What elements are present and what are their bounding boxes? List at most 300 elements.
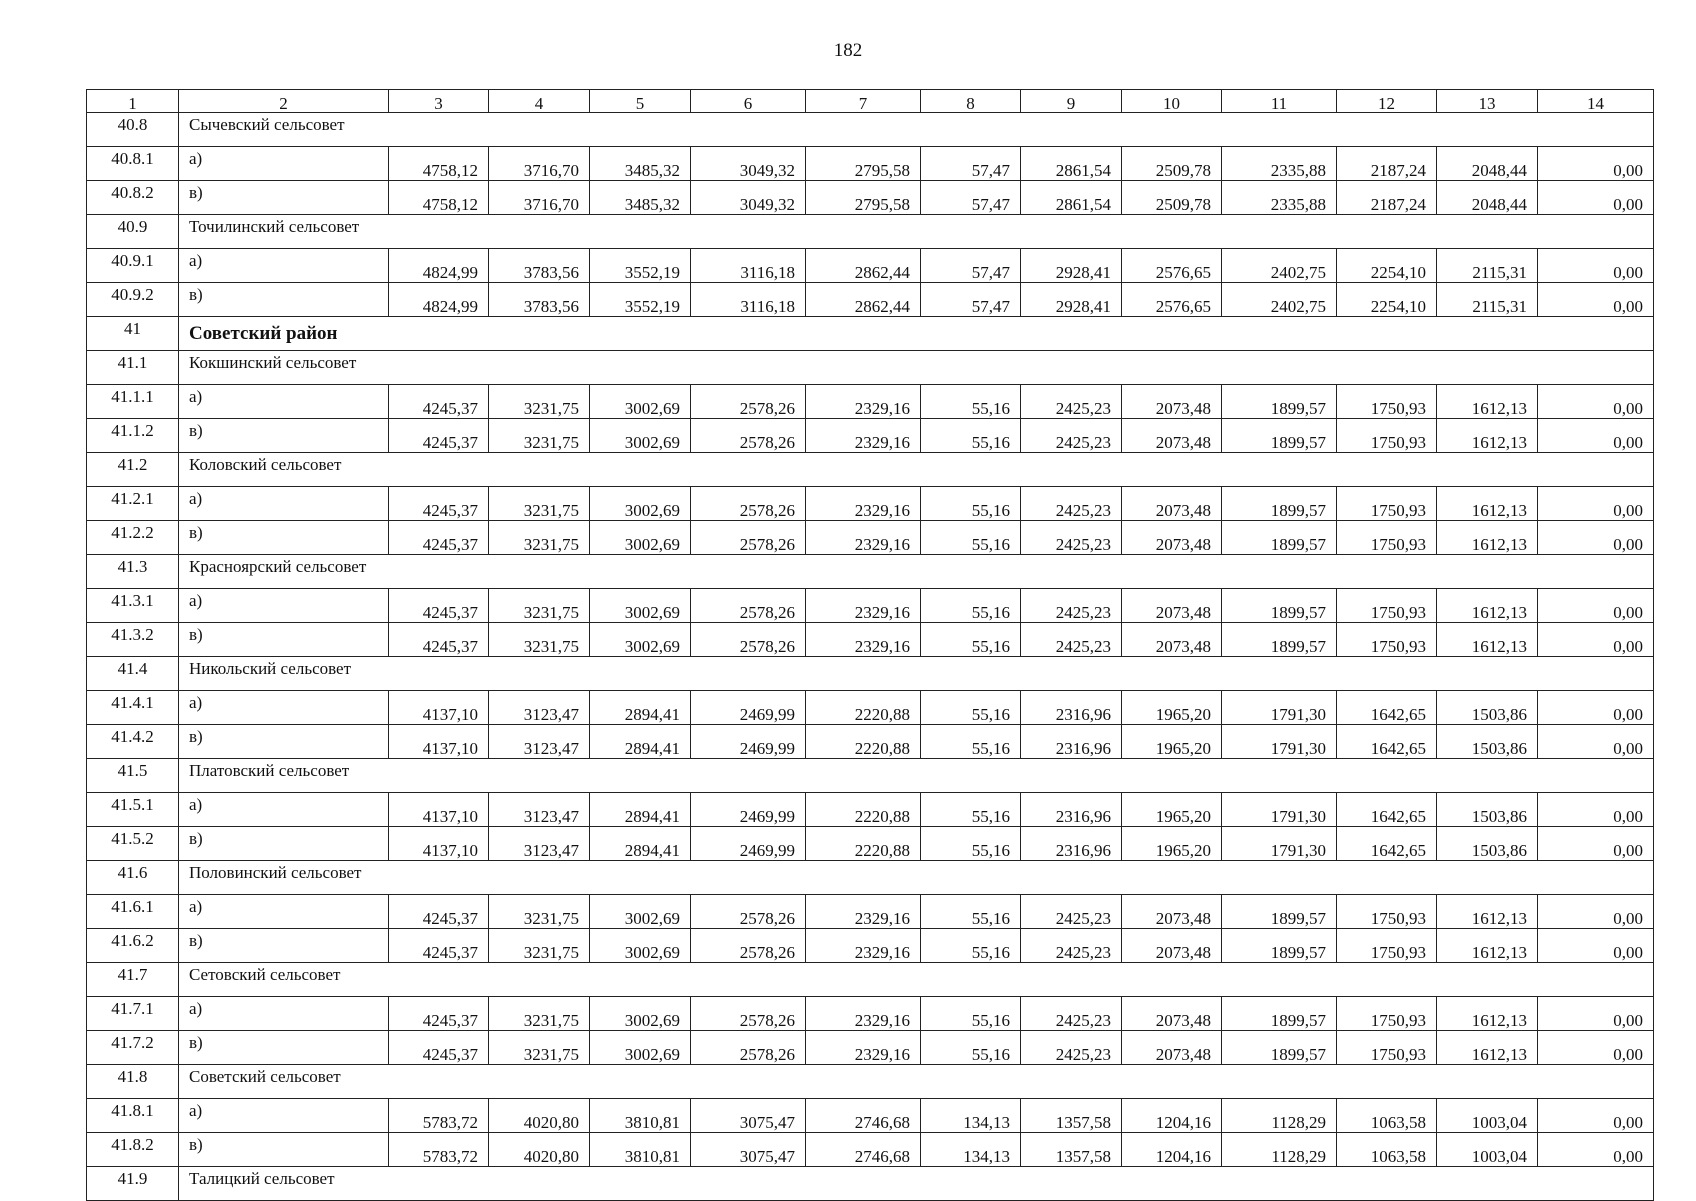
value-cell-col-6: 2469,99 xyxy=(691,691,806,725)
value-cell-col-9: 2425,23 xyxy=(1021,895,1122,929)
value-cell-col-14: 0,00 xyxy=(1538,725,1654,759)
value-cell-col-7: 2329,16 xyxy=(806,929,921,963)
value-cell-col-13: 1503,86 xyxy=(1437,725,1538,759)
row-number: 41.2 xyxy=(87,453,179,487)
value-cell-col-12: 1063,58 xyxy=(1337,1133,1437,1167)
value-cell-col-5: 3002,69 xyxy=(590,487,691,521)
value-cell-col-8: 55,16 xyxy=(921,895,1021,929)
value-cell-col-9: 2425,23 xyxy=(1021,1031,1122,1065)
value-cell-col-12: 1750,93 xyxy=(1337,997,1437,1031)
value-cell-col-8: 55,16 xyxy=(921,793,1021,827)
value-cell-col-6: 2578,26 xyxy=(691,895,806,929)
value-cell-col-11: 2335,88 xyxy=(1222,181,1337,215)
value-cell-col-5: 3002,69 xyxy=(590,521,691,555)
section-row xyxy=(87,215,1654,249)
table-row xyxy=(87,725,1654,759)
row-number: 41.4.1 xyxy=(87,691,179,725)
value-cell-col-12: 1750,93 xyxy=(1337,895,1437,929)
value-cell-col-6: 3049,32 xyxy=(691,147,806,181)
value-cell-col-14: 0,00 xyxy=(1538,997,1654,1031)
value-cell-col-12: 1750,93 xyxy=(1337,589,1437,623)
value-cell-col-5: 3002,69 xyxy=(590,419,691,453)
value-cell-col-4: 4020,80 xyxy=(489,1099,590,1133)
value-cell-col-5: 3002,69 xyxy=(590,1031,691,1065)
value-cell-col-12: 2254,10 xyxy=(1337,249,1437,283)
value-cell-col-12: 1750,93 xyxy=(1337,419,1437,453)
tariff-table xyxy=(86,89,1654,1201)
value-cell-col-10: 2509,78 xyxy=(1122,147,1222,181)
value-cell-col-10: 1204,16 xyxy=(1122,1133,1222,1167)
value-cell-col-3: 4245,37 xyxy=(389,385,489,419)
value-cell-col-11: 1791,30 xyxy=(1222,691,1337,725)
value-cell-col-3: 4245,37 xyxy=(389,521,489,555)
value-cell-col-14: 0,00 xyxy=(1538,623,1654,657)
row-label: а) xyxy=(179,691,389,725)
column-header-9: 9 xyxy=(1021,90,1122,113)
value-cell-col-7: 2329,16 xyxy=(806,385,921,419)
value-cell-col-3: 4758,12 xyxy=(389,181,489,215)
value-cell-col-5: 3002,69 xyxy=(590,385,691,419)
value-cell-col-10: 2073,48 xyxy=(1122,1031,1222,1065)
table-row xyxy=(87,147,1654,181)
value-cell-col-3: 4824,99 xyxy=(389,249,489,283)
value-cell-col-7: 2746,68 xyxy=(806,1133,921,1167)
value-cell-col-4: 3123,47 xyxy=(489,827,590,861)
value-cell-col-12: 1642,65 xyxy=(1337,691,1437,725)
table-row xyxy=(87,181,1654,215)
value-cell-col-7: 2329,16 xyxy=(806,589,921,623)
column-header-10: 10 xyxy=(1122,90,1222,113)
value-cell-col-5: 2894,41 xyxy=(590,827,691,861)
value-cell-col-12: 1063,58 xyxy=(1337,1099,1437,1133)
header-row xyxy=(87,90,1654,113)
value-cell-col-14: 0,00 xyxy=(1538,691,1654,725)
value-cell-col-4: 3783,56 xyxy=(489,249,590,283)
value-cell-col-3: 4137,10 xyxy=(389,725,489,759)
row-label: а) xyxy=(179,1099,389,1133)
row-label: в) xyxy=(179,929,389,963)
value-cell-col-3: 5783,72 xyxy=(389,1099,489,1133)
section-name: Платовский сельсовет xyxy=(179,759,1654,793)
value-cell-col-8: 55,16 xyxy=(921,521,1021,555)
value-cell-col-8: 55,16 xyxy=(921,589,1021,623)
value-cell-col-9: 2425,23 xyxy=(1021,419,1122,453)
row-number: 41.1 xyxy=(87,351,179,385)
value-cell-col-7: 2329,16 xyxy=(806,521,921,555)
table-row xyxy=(87,521,1654,555)
value-cell-col-3: 4245,37 xyxy=(389,1031,489,1065)
row-number: 41.6.1 xyxy=(87,895,179,929)
value-cell-col-7: 2220,88 xyxy=(806,793,921,827)
value-cell-col-5: 3002,69 xyxy=(590,589,691,623)
section-name: Сычевский сельсовет xyxy=(179,113,1654,147)
section-row xyxy=(87,759,1654,793)
row-number: 41.7 xyxy=(87,963,179,997)
value-cell-col-12: 1642,65 xyxy=(1337,725,1437,759)
value-cell-col-3: 4137,10 xyxy=(389,691,489,725)
value-cell-col-7: 2329,16 xyxy=(806,487,921,521)
section-row xyxy=(87,555,1654,589)
row-number: 41.8 xyxy=(87,1065,179,1099)
value-cell-col-8: 57,47 xyxy=(921,283,1021,317)
value-cell-col-8: 55,16 xyxy=(921,827,1021,861)
value-cell-col-4: 3716,70 xyxy=(489,181,590,215)
value-cell-col-12: 1750,93 xyxy=(1337,385,1437,419)
value-cell-col-10: 1965,20 xyxy=(1122,793,1222,827)
value-cell-col-13: 1612,13 xyxy=(1437,1031,1538,1065)
district-row xyxy=(87,317,1654,351)
row-number: 40.9.1 xyxy=(87,249,179,283)
value-cell-col-10: 2509,78 xyxy=(1122,181,1222,215)
value-cell-col-10: 2073,48 xyxy=(1122,419,1222,453)
value-cell-col-7: 2329,16 xyxy=(806,997,921,1031)
value-cell-col-6: 2578,26 xyxy=(691,385,806,419)
row-number: 41.4 xyxy=(87,657,179,691)
row-number: 41.3.2 xyxy=(87,623,179,657)
row-label: а) xyxy=(179,147,389,181)
value-cell-col-11: 1899,57 xyxy=(1222,385,1337,419)
value-cell-col-13: 2115,31 xyxy=(1437,283,1538,317)
row-number: 41.6 xyxy=(87,861,179,895)
value-cell-col-9: 2425,23 xyxy=(1021,623,1122,657)
value-cell-col-13: 1612,13 xyxy=(1437,929,1538,963)
value-cell-col-6: 2578,26 xyxy=(691,623,806,657)
value-cell-col-6: 3116,18 xyxy=(691,249,806,283)
row-number: 41.8.1 xyxy=(87,1099,179,1133)
section-name: Половинский сельсовет xyxy=(179,861,1654,895)
section-row xyxy=(87,1065,1654,1099)
section-name: Никольский сельсовет xyxy=(179,657,1654,691)
value-cell-col-10: 2576,65 xyxy=(1122,283,1222,317)
value-cell-col-13: 2115,31 xyxy=(1437,249,1538,283)
value-cell-col-11: 2402,75 xyxy=(1222,283,1337,317)
row-number: 41.5.2 xyxy=(87,827,179,861)
value-cell-col-8: 134,13 xyxy=(921,1099,1021,1133)
value-cell-col-12: 2187,24 xyxy=(1337,147,1437,181)
value-cell-col-14: 0,00 xyxy=(1538,385,1654,419)
value-cell-col-11: 1128,29 xyxy=(1222,1099,1337,1133)
value-cell-col-3: 4245,37 xyxy=(389,487,489,521)
row-label: а) xyxy=(179,385,389,419)
value-cell-col-5: 3002,69 xyxy=(590,895,691,929)
value-cell-col-9: 2316,96 xyxy=(1021,725,1122,759)
value-cell-col-6: 2578,26 xyxy=(691,589,806,623)
value-cell-col-12: 1642,65 xyxy=(1337,827,1437,861)
table-row xyxy=(87,623,1654,657)
value-cell-col-5: 2894,41 xyxy=(590,691,691,725)
section-name: Кокшинский сельсовет xyxy=(179,351,1654,385)
row-label: в) xyxy=(179,1133,389,1167)
row-label: а) xyxy=(179,249,389,283)
section-name: Красноярский сельсовет xyxy=(179,555,1654,589)
value-cell-col-9: 2425,23 xyxy=(1021,589,1122,623)
value-cell-col-4: 3231,75 xyxy=(489,419,590,453)
value-cell-col-3: 4758,12 xyxy=(389,147,489,181)
value-cell-col-11: 1899,57 xyxy=(1222,521,1337,555)
value-cell-col-6: 2578,26 xyxy=(691,997,806,1031)
row-number: 40.8.2 xyxy=(87,181,179,215)
column-header-3: 3 xyxy=(389,90,489,113)
row-number: 41.2.1 xyxy=(87,487,179,521)
value-cell-col-3: 4245,37 xyxy=(389,589,489,623)
value-cell-col-14: 0,00 xyxy=(1538,283,1654,317)
table-row xyxy=(87,997,1654,1031)
section-name: Советский сельсовет xyxy=(179,1065,1654,1099)
value-cell-col-6: 2578,26 xyxy=(691,487,806,521)
value-cell-col-14: 0,00 xyxy=(1538,895,1654,929)
value-cell-col-12: 2187,24 xyxy=(1337,181,1437,215)
value-cell-col-14: 0,00 xyxy=(1538,181,1654,215)
value-cell-col-12: 1750,93 xyxy=(1337,929,1437,963)
section-name: Точилинский сельсовет xyxy=(179,215,1654,249)
value-cell-col-4: 3231,75 xyxy=(489,487,590,521)
column-header-2: 2 xyxy=(179,90,389,113)
section-row xyxy=(87,861,1654,895)
value-cell-col-8: 55,16 xyxy=(921,623,1021,657)
value-cell-col-5: 3002,69 xyxy=(590,929,691,963)
value-cell-col-13: 1612,13 xyxy=(1437,895,1538,929)
value-cell-col-6: 2469,99 xyxy=(691,827,806,861)
value-cell-col-7: 2862,44 xyxy=(806,283,921,317)
row-number: 41.5 xyxy=(87,759,179,793)
value-cell-col-10: 2073,48 xyxy=(1122,623,1222,657)
value-cell-col-11: 1791,30 xyxy=(1222,725,1337,759)
value-cell-col-8: 55,16 xyxy=(921,1031,1021,1065)
table-row xyxy=(87,895,1654,929)
value-cell-col-12: 1750,93 xyxy=(1337,1031,1437,1065)
column-header-11: 11 xyxy=(1222,90,1337,113)
value-cell-col-14: 0,00 xyxy=(1538,1133,1654,1167)
section-row xyxy=(87,1167,1654,1201)
row-number: 41.4.2 xyxy=(87,725,179,759)
row-number: 41.1.1 xyxy=(87,385,179,419)
section-row xyxy=(87,351,1654,385)
value-cell-col-4: 3231,75 xyxy=(489,997,590,1031)
row-label: в) xyxy=(179,725,389,759)
value-cell-col-12: 1750,93 xyxy=(1337,623,1437,657)
value-cell-col-4: 3231,75 xyxy=(489,623,590,657)
value-cell-col-10: 2073,48 xyxy=(1122,895,1222,929)
table-row xyxy=(87,249,1654,283)
value-cell-col-11: 1899,57 xyxy=(1222,997,1337,1031)
value-cell-col-6: 3075,47 xyxy=(691,1133,806,1167)
value-cell-col-11: 1128,29 xyxy=(1222,1133,1337,1167)
value-cell-col-10: 2073,48 xyxy=(1122,385,1222,419)
value-cell-col-6: 2578,26 xyxy=(691,521,806,555)
value-cell-col-12: 2254,10 xyxy=(1337,283,1437,317)
value-cell-col-8: 55,16 xyxy=(921,487,1021,521)
row-number: 41.9 xyxy=(87,1167,179,1201)
row-number: 41 xyxy=(87,317,179,351)
row-number: 41.7.1 xyxy=(87,997,179,1031)
value-cell-col-5: 3552,19 xyxy=(590,249,691,283)
row-label: в) xyxy=(179,181,389,215)
section-row xyxy=(87,657,1654,691)
value-cell-col-7: 2329,16 xyxy=(806,1031,921,1065)
row-number: 40.9.2 xyxy=(87,283,179,317)
value-cell-col-9: 2425,23 xyxy=(1021,385,1122,419)
value-cell-col-7: 2220,88 xyxy=(806,827,921,861)
column-header-7: 7 xyxy=(806,90,921,113)
value-cell-col-8: 55,16 xyxy=(921,725,1021,759)
row-label: в) xyxy=(179,827,389,861)
value-cell-col-10: 1965,20 xyxy=(1122,691,1222,725)
value-cell-col-14: 0,00 xyxy=(1538,147,1654,181)
table-row xyxy=(87,827,1654,861)
value-cell-col-5: 2894,41 xyxy=(590,725,691,759)
value-cell-col-14: 0,00 xyxy=(1538,249,1654,283)
value-cell-col-11: 1899,57 xyxy=(1222,419,1337,453)
value-cell-col-13: 1503,86 xyxy=(1437,793,1538,827)
row-number: 41.1.2 xyxy=(87,419,179,453)
value-cell-col-8: 57,47 xyxy=(921,181,1021,215)
row-number: 41.3 xyxy=(87,555,179,589)
value-cell-col-4: 3123,47 xyxy=(489,691,590,725)
section-name: Коловский сельсовет xyxy=(179,453,1654,487)
value-cell-col-10: 1965,20 xyxy=(1122,827,1222,861)
row-label: а) xyxy=(179,793,389,827)
value-cell-col-10: 2073,48 xyxy=(1122,997,1222,1031)
value-cell-col-11: 1791,30 xyxy=(1222,827,1337,861)
value-cell-col-7: 2795,58 xyxy=(806,147,921,181)
row-number: 40.8 xyxy=(87,113,179,147)
value-cell-col-11: 1899,57 xyxy=(1222,1031,1337,1065)
value-cell-col-14: 0,00 xyxy=(1538,419,1654,453)
value-cell-col-9: 2316,96 xyxy=(1021,793,1122,827)
value-cell-col-14: 0,00 xyxy=(1538,521,1654,555)
value-cell-col-9: 2425,23 xyxy=(1021,487,1122,521)
table-row xyxy=(87,1031,1654,1065)
row-label: в) xyxy=(179,419,389,453)
value-cell-col-4: 4020,80 xyxy=(489,1133,590,1167)
row-label: в) xyxy=(179,1031,389,1065)
column-header-8: 8 xyxy=(921,90,1021,113)
value-cell-col-9: 2928,41 xyxy=(1021,283,1122,317)
value-cell-col-11: 1899,57 xyxy=(1222,895,1337,929)
row-label: в) xyxy=(179,521,389,555)
value-cell-col-8: 55,16 xyxy=(921,419,1021,453)
value-cell-col-5: 3485,32 xyxy=(590,147,691,181)
table-row xyxy=(87,283,1654,317)
value-cell-col-10: 2073,48 xyxy=(1122,589,1222,623)
value-cell-col-4: 3123,47 xyxy=(489,725,590,759)
value-cell-col-13: 1612,13 xyxy=(1437,385,1538,419)
value-cell-col-13: 1003,04 xyxy=(1437,1133,1538,1167)
value-cell-col-4: 3716,70 xyxy=(489,147,590,181)
table-row xyxy=(87,589,1654,623)
value-cell-col-11: 1899,57 xyxy=(1222,623,1337,657)
value-cell-col-5: 3002,69 xyxy=(590,997,691,1031)
value-cell-col-6: 3049,32 xyxy=(691,181,806,215)
district-name: Советский район xyxy=(179,317,1654,351)
value-cell-col-5: 3552,19 xyxy=(590,283,691,317)
section-name: Сетовский сельсовет xyxy=(179,963,1654,997)
value-cell-col-6: 2578,26 xyxy=(691,929,806,963)
value-cell-col-7: 2220,88 xyxy=(806,725,921,759)
table-row xyxy=(87,1133,1654,1167)
value-cell-col-9: 2861,54 xyxy=(1021,181,1122,215)
value-cell-col-6: 3075,47 xyxy=(691,1099,806,1133)
value-cell-col-4: 3231,75 xyxy=(489,1031,590,1065)
value-cell-col-5: 3485,32 xyxy=(590,181,691,215)
value-cell-col-13: 1503,86 xyxy=(1437,691,1538,725)
value-cell-col-14: 0,00 xyxy=(1538,1031,1654,1065)
section-row xyxy=(87,113,1654,147)
value-cell-col-12: 1750,93 xyxy=(1337,521,1437,555)
value-cell-col-4: 3231,75 xyxy=(489,929,590,963)
value-cell-col-8: 55,16 xyxy=(921,385,1021,419)
table-row xyxy=(87,691,1654,725)
value-cell-col-11: 2402,75 xyxy=(1222,249,1337,283)
row-number: 41.3.1 xyxy=(87,589,179,623)
value-cell-col-8: 55,16 xyxy=(921,997,1021,1031)
value-cell-col-10: 2073,48 xyxy=(1122,929,1222,963)
column-header-14: 14 xyxy=(1538,90,1654,113)
value-cell-col-5: 3810,81 xyxy=(590,1133,691,1167)
row-label: а) xyxy=(179,895,389,929)
page-number: 182 xyxy=(833,40,863,61)
section-row xyxy=(87,453,1654,487)
value-cell-col-9: 1357,58 xyxy=(1021,1099,1122,1133)
value-cell-col-11: 1899,57 xyxy=(1222,929,1337,963)
value-cell-col-14: 0,00 xyxy=(1538,487,1654,521)
value-cell-col-14: 0,00 xyxy=(1538,929,1654,963)
value-cell-col-11: 1899,57 xyxy=(1222,589,1337,623)
value-cell-col-4: 3783,56 xyxy=(489,283,590,317)
value-cell-col-4: 3123,47 xyxy=(489,793,590,827)
value-cell-col-8: 57,47 xyxy=(921,147,1021,181)
value-cell-col-3: 4245,37 xyxy=(389,623,489,657)
value-cell-col-14: 0,00 xyxy=(1538,793,1654,827)
value-cell-col-9: 2316,96 xyxy=(1021,827,1122,861)
value-cell-col-14: 0,00 xyxy=(1538,589,1654,623)
value-cell-col-6: 2469,99 xyxy=(691,725,806,759)
table-row xyxy=(87,385,1654,419)
row-number: 41.8.2 xyxy=(87,1133,179,1167)
value-cell-col-9: 1357,58 xyxy=(1021,1133,1122,1167)
row-number: 40.9 xyxy=(87,215,179,249)
value-cell-col-13: 1612,13 xyxy=(1437,997,1538,1031)
column-header-6: 6 xyxy=(691,90,806,113)
row-label: а) xyxy=(179,487,389,521)
value-cell-col-10: 1965,20 xyxy=(1122,725,1222,759)
row-number: 41.7.2 xyxy=(87,1031,179,1065)
value-cell-col-13: 1612,13 xyxy=(1437,419,1538,453)
section-name: Талицкий сельсовет xyxy=(179,1167,1654,1201)
table-row xyxy=(87,487,1654,521)
row-number: 41.5.1 xyxy=(87,793,179,827)
row-number: 40.8.1 xyxy=(87,147,179,181)
value-cell-col-7: 2862,44 xyxy=(806,249,921,283)
row-label: в) xyxy=(179,623,389,657)
column-header-1: 1 xyxy=(87,90,179,113)
value-cell-col-12: 1642,65 xyxy=(1337,793,1437,827)
value-cell-col-4: 3231,75 xyxy=(489,521,590,555)
value-cell-col-7: 2795,58 xyxy=(806,181,921,215)
value-cell-col-7: 2329,16 xyxy=(806,623,921,657)
table-row xyxy=(87,1099,1654,1133)
value-cell-col-6: 3116,18 xyxy=(691,283,806,317)
value-cell-col-13: 1503,86 xyxy=(1437,827,1538,861)
value-cell-col-13: 1003,04 xyxy=(1437,1099,1538,1133)
table-row xyxy=(87,793,1654,827)
value-cell-col-11: 1791,30 xyxy=(1222,793,1337,827)
value-cell-col-3: 4137,10 xyxy=(389,827,489,861)
value-cell-col-3: 4824,99 xyxy=(389,283,489,317)
value-cell-col-13: 1612,13 xyxy=(1437,589,1538,623)
value-cell-col-9: 2316,96 xyxy=(1021,691,1122,725)
row-number: 41.6.2 xyxy=(87,929,179,963)
